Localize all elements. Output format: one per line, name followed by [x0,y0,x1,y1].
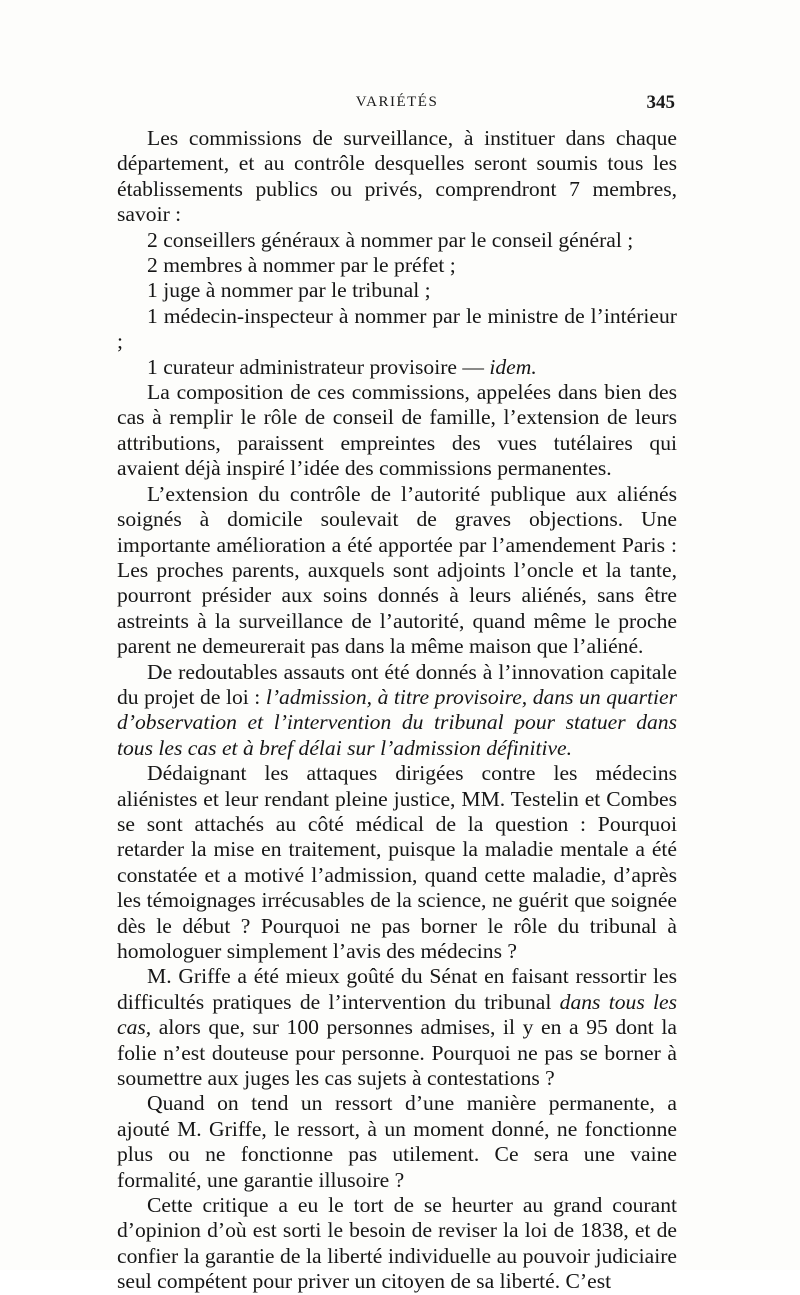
paragraph-text: De redoutables assauts ont été donnés à l’innovation capitale du projet de loi : [117,659,677,709]
list-item: 1 médecin-inspecteur à nommer par le ministre de l’intérieur ; [117,303,677,354]
paragraph-italic: l’admission, à titre provisoire, dans un quartier d’observation et l’intervention du tribunal pour statuer dans tous les cas et à bref délai sur l’admission définitive. [117,684,678,760]
paragraph-griffe [117,964,677,1091]
body-text [117,126,677,1295]
list-item: 2 membres à nommer par le préfet ; [147,253,456,278]
paragraph-assauts [117,660,677,762]
paragraph-commissions [117,126,677,228]
paragraph-ressort: Quand on tend un ressort d’une manière permanente, a ajouté M. Griffe, le ressort, à un moment donné, ne fonctionne plus ou ne fonctionne pas utilement. Ce sera une vaine formalité, une garantie illusoire ? [117,1091,677,1192]
page-header [117,92,677,122]
paragraph-composition: La composition de ces commissions, appelées dans bien des cas à remplir le rôle de conseil de famille, l’extension de leurs attributions, paraissent empreintes des vues tutélaires qui avaient déjà inspiré l’idée des commissions permanentes. [117,380,677,481]
running-title: VARIÉTÉS [355,94,439,110]
paragraph-text: savoir : [117,202,182,227]
list-item [117,355,677,380]
paragraph-critique: Cette critique a eu le tort de se heurter au grand courant d’opinion d’où est sorti le besoin de reviser la loi de 1838, et de confier la garantie de la liberté individuelle au pouvoir judiciaire seul compétent pour priver un citoyen de sa liberté. C’est [117,1193,677,1294]
paragraph-text: M. Griffe a été mieux goûté du Sénat en faisant ressortir les difficultés pratiques de l’intervention du tribunal [117,964,677,1014]
paragraph-extension: L’extension du contrôle de l’autorité publique aux aliénés soignés à domicile soulevait de graves objections. Une importante amélioration a été apportée par l’amendement Paris : Les proches parents, auxquels sont adjoints l’oncle et la tante, pourront présider aux soins donnés à leurs aliénés, sans être astreints à la surveillance de l’autorité, quand même le proche parent ne demeurerait pas dans la même maison que l’aliéné. [117,481,677,659]
paragraph-dedaignant: Dédaignant les attaques dirigées contre les médecins aliénistes et leur rendant pleine justice, MM. Testelin et Combes se sont attachés au côté médical de la question : Pourquoi retarder la mise en traitement, puisque la maladie mentale a été constatée et a motivé l’admission, quand cette maladie, d’après les témoignages irrécusables de la science, ne guérit que soignée dès le début ? Pourquoi ne pas borner le rôle du tribunal à homologuer simplement l’avis des médecins ? [117,761,677,963]
paragraph-italic: dans tous les cas, [117,989,677,1040]
list-item-idem: idem. [489,354,537,379]
list-item: 1 juge à nommer par le tribunal ; [147,278,431,303]
paragraph-text: alors que, sur 100 personnes admises, il y en a 95 dont la folie n’est douteuse pour personne. Pourquoi ne pas se borner à soumettre aux juges les cas sujets à contestations ? [117,1015,677,1091]
list-item: 2 conseillers généraux à nommer par le conseil général ; [147,227,634,252]
list-item-text: 1 curateur administrateur provisoire — [147,354,490,379]
paragraph-text: Les commissions de surveillance, à instituer dans chaque département, et au contrôle desquelles seront soumis tous les établissements publics ou privés, comprendront 7 membres, [117,126,677,201]
page-number: 345 [646,92,675,113]
